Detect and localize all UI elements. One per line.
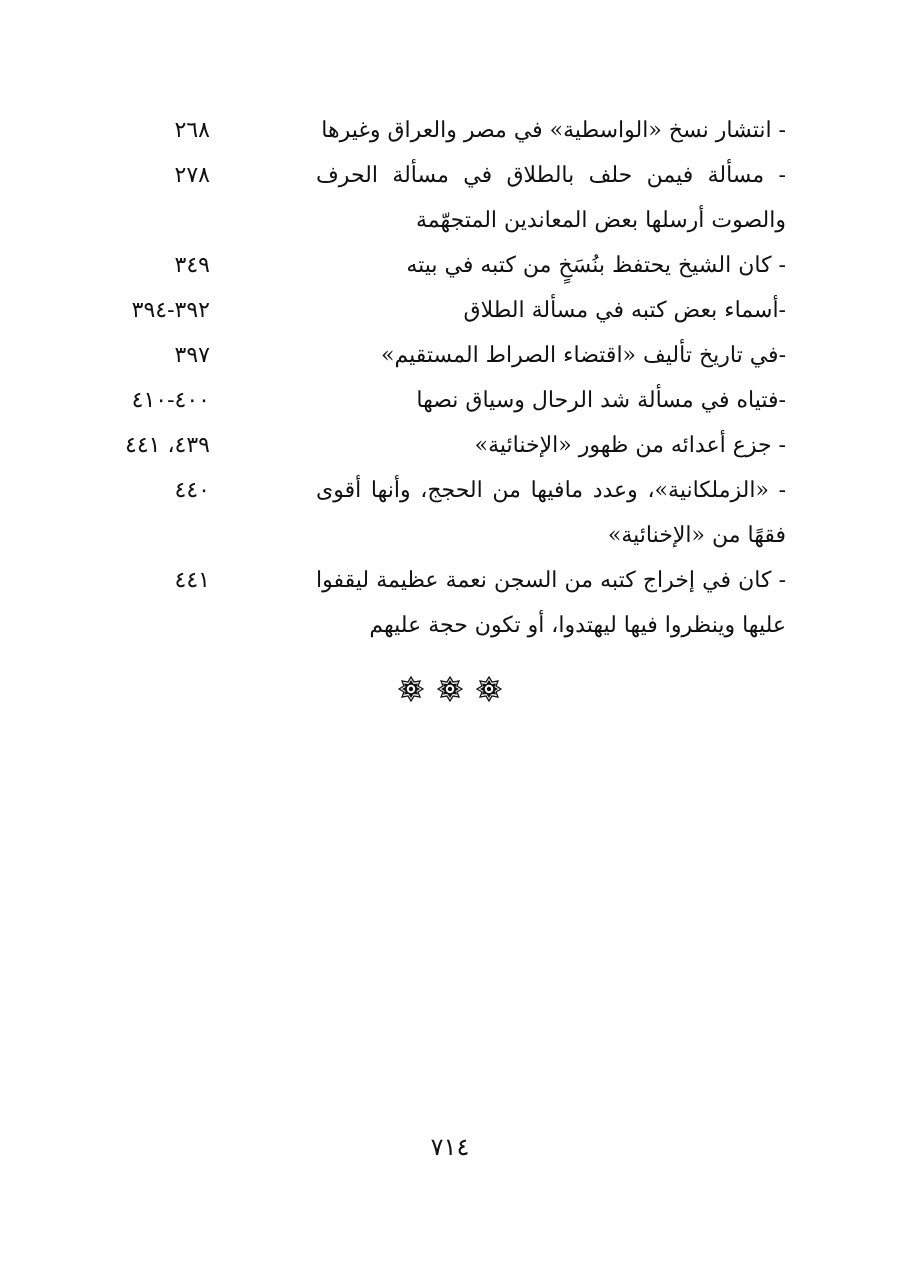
- page-number: ٧١٤: [430, 1133, 470, 1161]
- entry-text: -فتياه في مسألة شد الرحال وسياق نصها: [416, 388, 786, 413]
- entry-page-ref: ٤٤٠: [174, 478, 210, 503]
- entry-page-ref: ٣٩٧: [174, 343, 210, 368]
- index-entry: [100, 153, 786, 243]
- entry-page-ref: ٤٤١: [174, 568, 210, 593]
- entry-text: - انتشار نسخ «الواسطية» في مصر والعراق وغيرها: [321, 118, 786, 143]
- index-entry: [100, 108, 786, 153]
- entry-page-ref: ٤٣٩، ٤٤١: [125, 433, 210, 458]
- entry-text: - «الزملكانية»، وعدد مافيها من الحجج، وأنها أقوى فقهًا من «الإخنائية»: [316, 478, 786, 548]
- entry-page-ref: ٣٤٩: [174, 253, 210, 278]
- index-entry: [100, 558, 786, 648]
- entry-page-ref: ٢٦٨: [174, 118, 210, 143]
- entry-text: - مسألة فيمن حلف بالطلاق في مسألة الحرف والصوت أرسلها بعض المعاندين المتجهّمة: [316, 163, 786, 233]
- index-list: [100, 108, 786, 648]
- entry-text: -في تاريخ تأليف «اقتضاء الصراط المستقيم»: [381, 343, 786, 368]
- entry-page-ref: ٤٠٠-٤١٠: [131, 388, 210, 413]
- ornament-star-icon: [437, 676, 463, 702]
- entry-text: - كان في إخراج كتبه من السجن نعمة عظيمة ليقفوا عليها وينظروا فيها ليهتدوا، أو تكون حجة عليهم: [316, 568, 786, 638]
- entry-text: - جزع أعدائه من ظهور «الإخنائية»: [474, 433, 786, 458]
- index-entry: [100, 423, 786, 468]
- ornament-star-icon: [476, 676, 502, 702]
- index-entry: [100, 243, 786, 288]
- index-entry: [100, 288, 786, 333]
- index-entry: [100, 378, 786, 423]
- index-entry: [100, 333, 786, 378]
- ornament-star-icon: [398, 676, 424, 702]
- entry-page-ref: ٣٩٢-٣٩٤: [131, 298, 210, 323]
- index-entry: [100, 468, 786, 558]
- entry-text: -أسماء بعض كتبه في مسألة الطلاق: [463, 298, 786, 323]
- entry-text: - كان الشيخ يحتفظ بنُسَخٍ من كتبه في بيته: [406, 253, 786, 278]
- entry-page-ref: ٢٧٨: [174, 163, 210, 188]
- section-divider-ornaments: [0, 676, 900, 702]
